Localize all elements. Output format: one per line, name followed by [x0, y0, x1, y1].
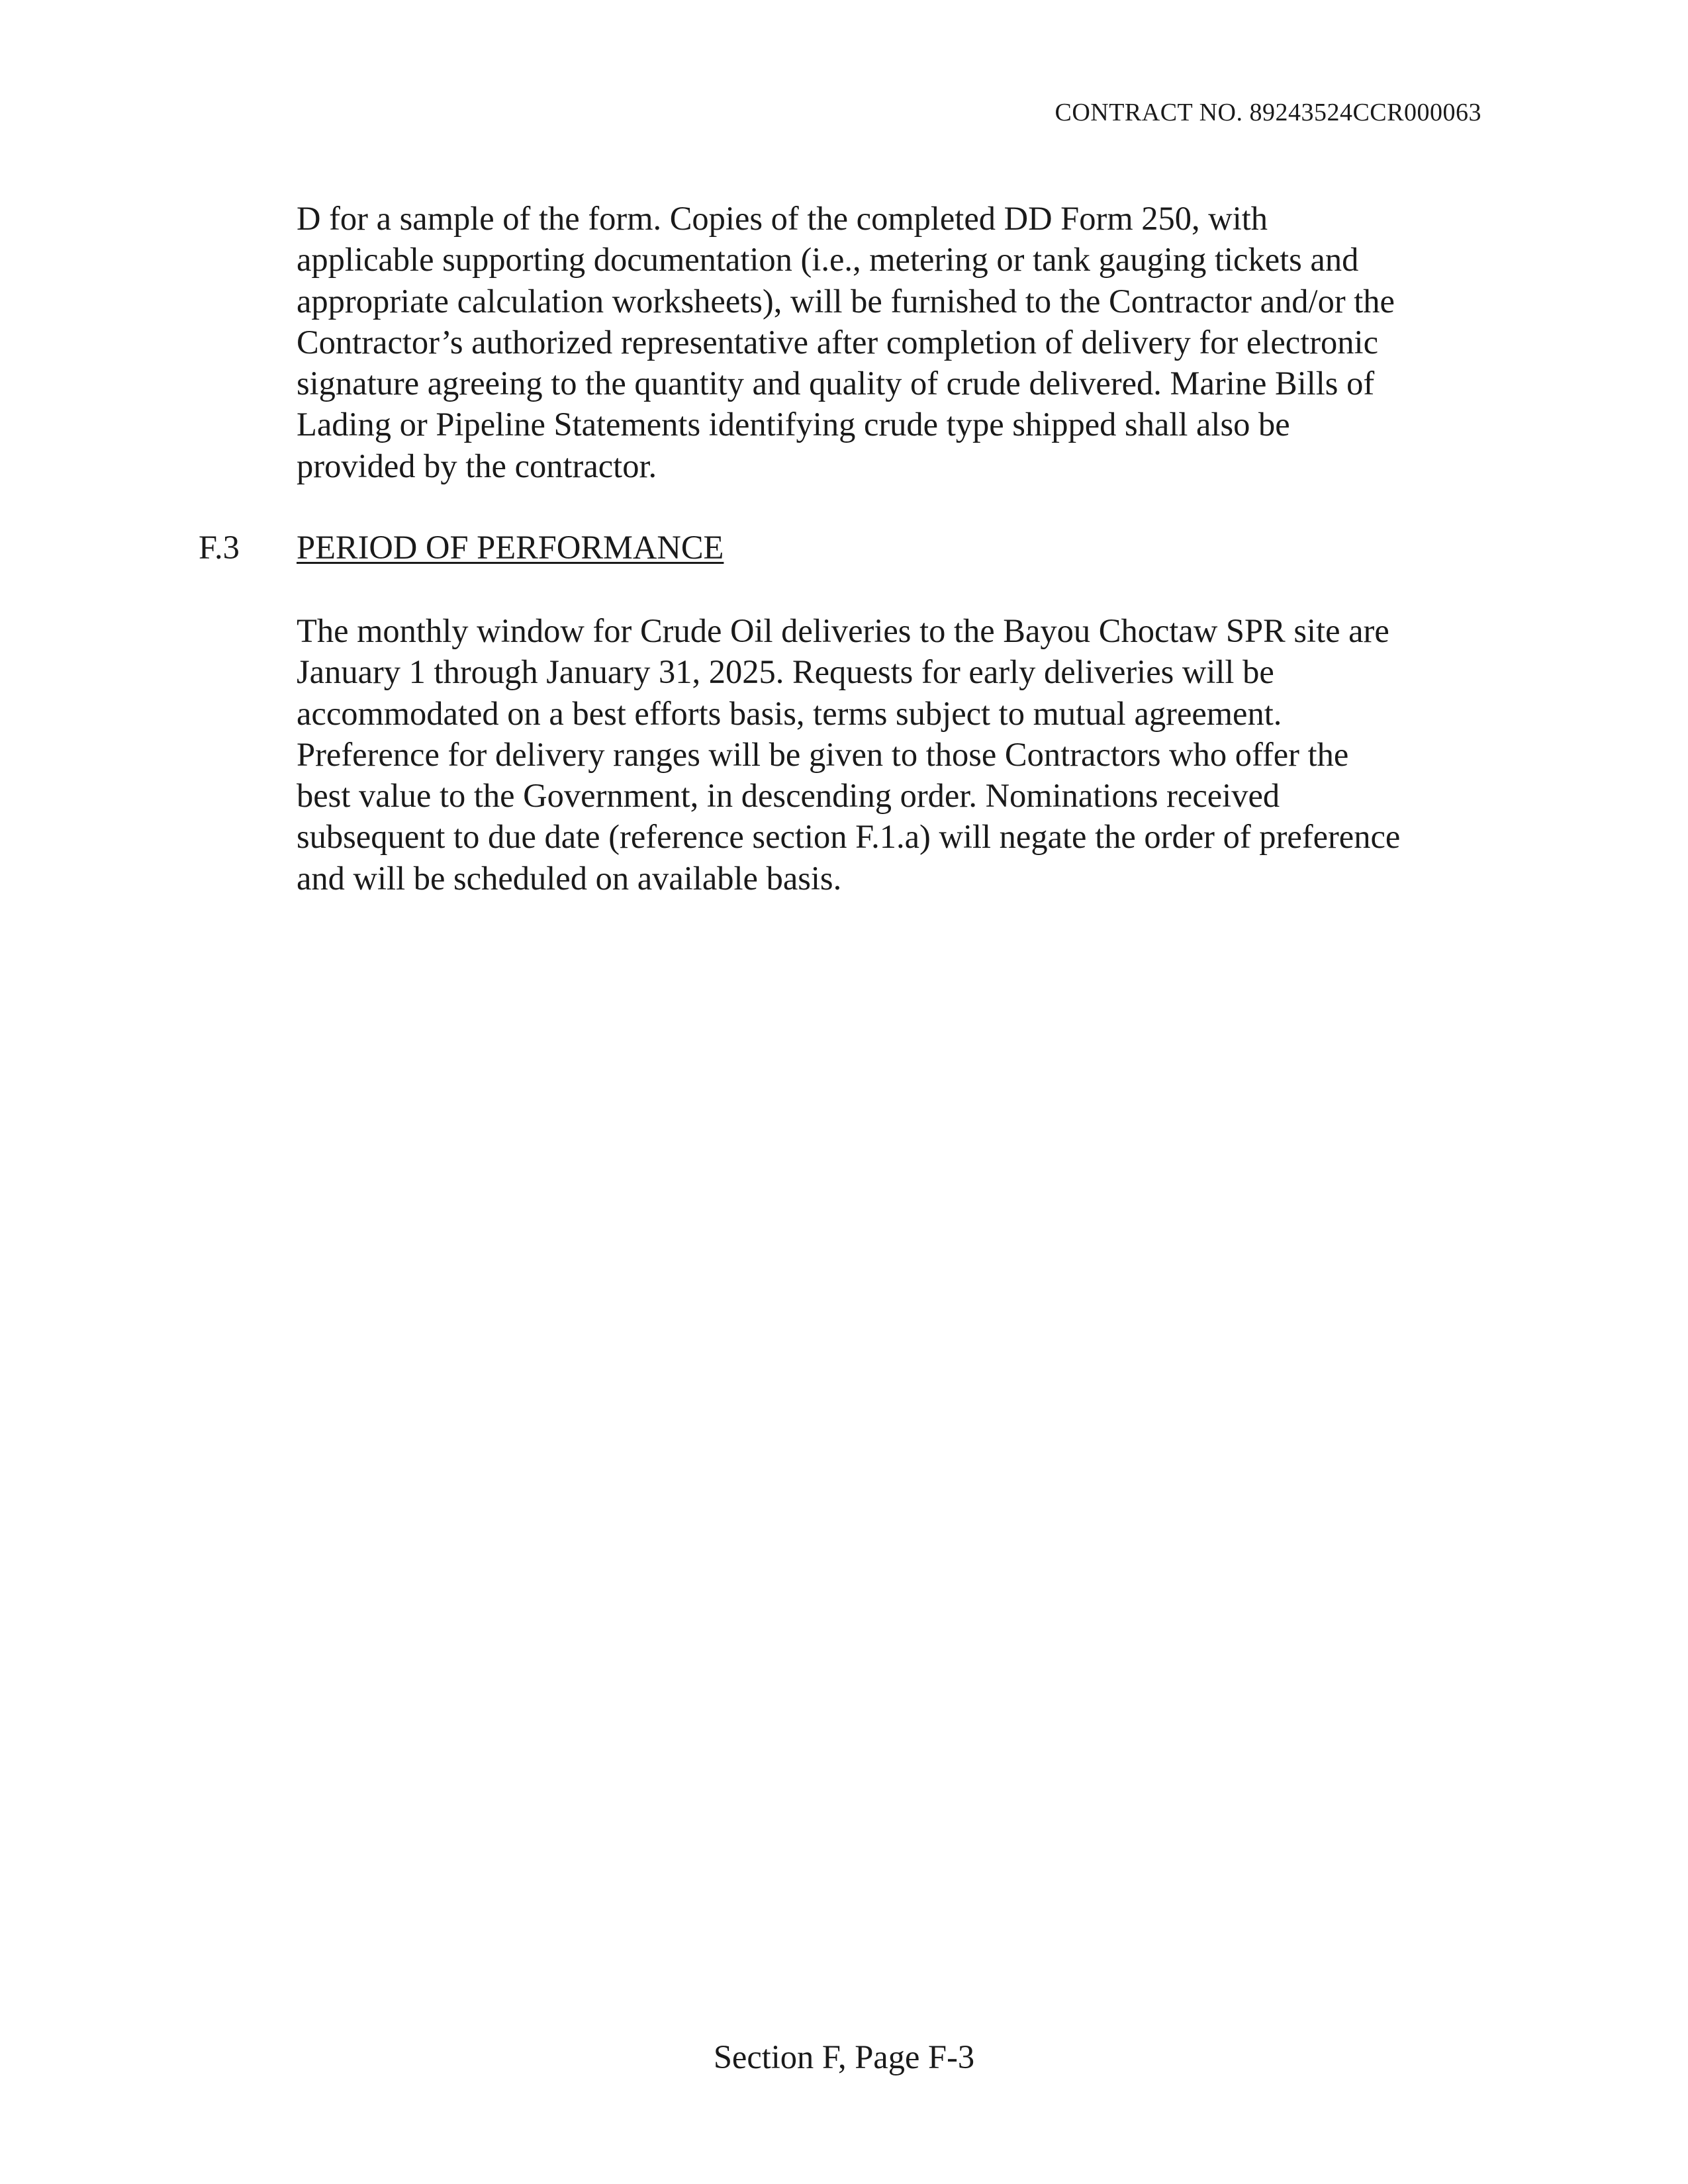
paragraph-line: Lading or Pipeline Statements identifying crude type shipped shall also be — [297, 406, 1290, 443]
paragraph-line: provided by the contractor. — [297, 447, 657, 484]
paragraph-line: D for a sample of the form. Copies of the completed DD Form 250, with — [297, 200, 1268, 237]
section-number: F.3 — [199, 529, 240, 566]
contract-number-header: CONTRACT NO. 89243524CCR000063 — [1055, 99, 1481, 126]
paragraph-line: applicable supporting documentation (i.e., metering or tank gauging tickets and — [297, 241, 1359, 279]
continued-paragraph — [297, 198, 1395, 486]
paragraph-line: subsequent to due date (reference section F.1.a) will negate the order of preference — [297, 818, 1401, 856]
paragraph-line: The monthly window for Crude Oil deliveries to the Bayou Choctaw SPR site are — [297, 612, 1389, 649]
section-heading: PERIOD OF PERFORMANCE — [297, 529, 724, 566]
paragraph-line: signature agreeing to the quantity and quality of crude delivered. Marine Bills of — [297, 365, 1375, 402]
paragraph-line: January 1 through January 31, 2025. Requests for early deliveries will be — [297, 653, 1274, 691]
paragraph-line: best value to the Government, in descending order. Nominations received — [297, 777, 1280, 815]
paragraph-line: appropriate calculation worksheets), will be furnished to the Contractor and/or the — [297, 282, 1395, 320]
paragraph-line: accommodated on a best efforts basis, terms subject to mutual agreement. — [297, 694, 1282, 732]
paragraph-line: and will be scheduled on available basis. — [297, 859, 842, 897]
period-of-performance-paragraph — [297, 610, 1400, 899]
paragraph-line: Contractor’s authorized representative after completion of delivery for electronic — [297, 323, 1379, 361]
page-footer: Section F, Page F-3 — [713, 2038, 975, 2075]
paragraph-line: Preference for delivery ranges will be given to those Contractors who offer the — [297, 735, 1349, 773]
